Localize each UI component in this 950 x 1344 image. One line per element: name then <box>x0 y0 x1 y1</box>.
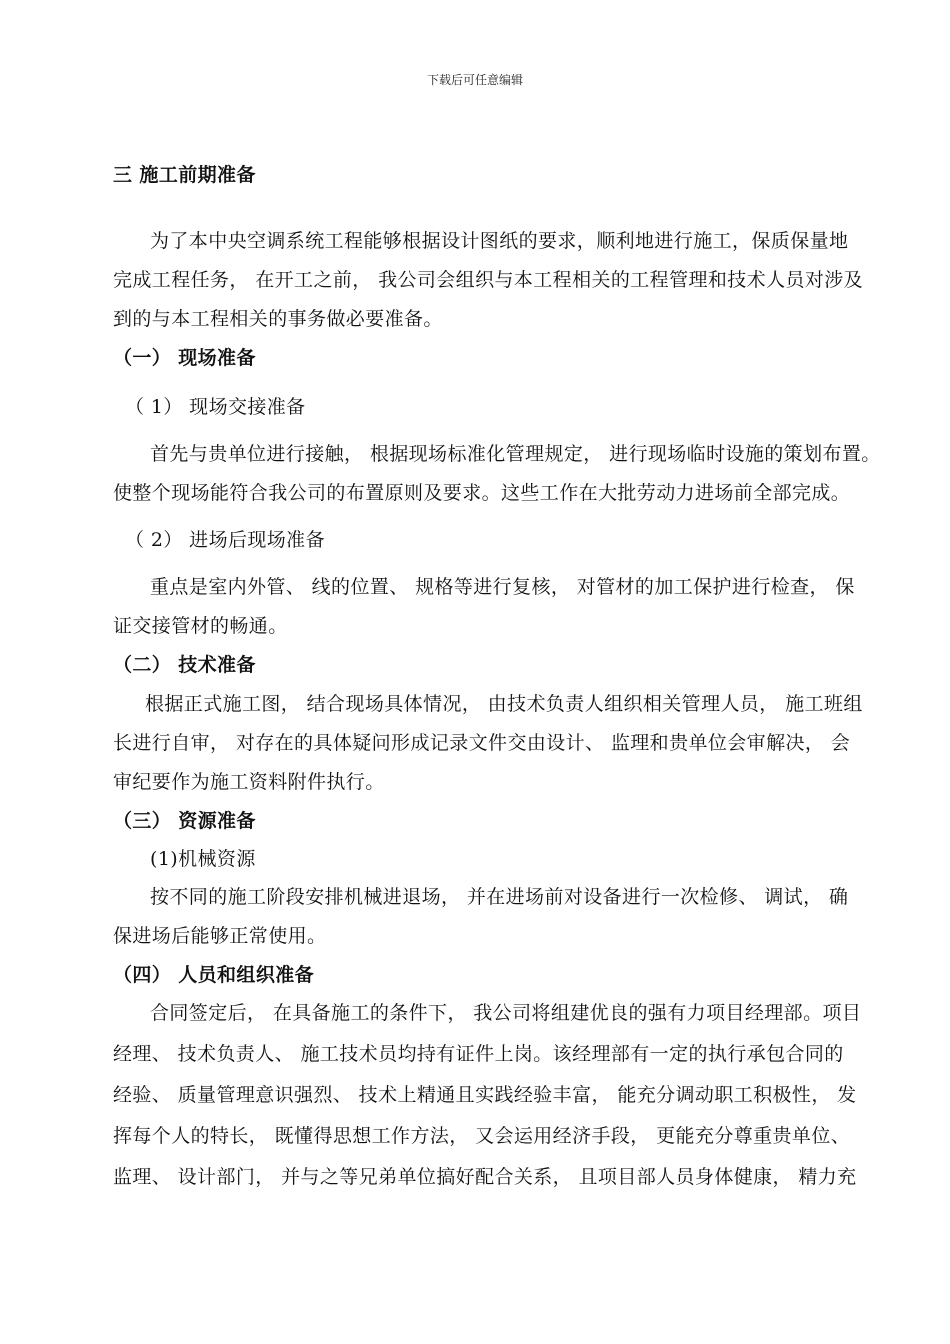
tech-line-3: 审纪要作为施工资料附件执行。 <box>113 771 385 793</box>
personnel-line-2: 经理、 技术负责人、 施工技术员均持有证件上岗。该经理部有一定的执行承包合同的 <box>113 1043 844 1065</box>
section-title: 三 施工前期准备 <box>113 164 256 186</box>
page-header: 下载后可任意编辑 <box>426 73 523 87</box>
machinery-line-2: 保进场后能够正常使用。 <box>113 925 327 947</box>
heading-personnel-prep: （四） 人员和组织准备 <box>113 964 315 986</box>
heading-site-prep: （一） 现场准备 <box>113 347 256 369</box>
subheading-machinery: (1)机械资源 <box>150 848 256 870</box>
subheading-post-entry-prep: （ 2） 进场后现场准备 <box>125 529 325 551</box>
intro-line-2: 完成工程任务， 在开工之前， 我公司会组织与本工程相关的工程管理和技术人员对涉及 <box>113 269 864 291</box>
post-entry-line-2: 证交接管材的畅通。 <box>113 615 288 637</box>
heading-resource-prep: （三） 资源准备 <box>113 810 256 832</box>
handover-line-2: 使整个现场能符合我公司的布置原则及要求。这些工作在大批劳动力进场前全部完成。 <box>113 482 851 504</box>
handover-line-1: 首先与贵单位进行接触， 根据现场标准化管理规定， 进行现场临时设施的策划布置。 <box>150 443 881 465</box>
machinery-line-1: 按不同的施工阶段安排机械进退场， 并在进场前对设备进行一次检修、 调试， 确 <box>150 886 849 908</box>
personnel-line-4: 挥每个人的特长， 既懂得思想工作方法， 又会运用经济手段， 更能充分尊重贵单位、 <box>113 1125 851 1147</box>
intro-line-1: 为了本中央空调系统工程能够根据设计图纸的要求，顺利地进行施工，保质保量地 <box>150 230 849 252</box>
heading-tech-prep: （二） 技术准备 <box>113 654 256 676</box>
personnel-line-1: 合同签定后， 在具备施工的条件下， 我公司将组建优良的强有力项目经理部。项目 <box>150 1002 862 1024</box>
subheading-handover-prep: （ 1） 现场交接准备 <box>125 396 306 418</box>
personnel-line-3: 经验、 质量管理意识强烈、 技术上精通且实践经验丰富， 能充分调动职工积极性， 发 <box>113 1084 857 1106</box>
intro-line-3: 到的与本工程相关的事务做必要准备。 <box>113 308 443 330</box>
personnel-line-5: 监理、 设计部门， 并与之等兄弟单位搞好配合关系， 且项目部人员身体健康， 精力充 <box>113 1166 857 1188</box>
post-entry-line-1: 重点是室内外管、 线的位置、 规格等进行复核， 对管材的加工保护进行检查， 保 <box>150 576 855 598</box>
tech-line-2: 长进行自审， 对存在的具体疑问形成记录文件交由设计、 监理和贵单位会审解决， 会 <box>113 732 851 754</box>
tech-line-1: 根据正式施工图， 结合现场具体情况， 由技术负责人组织相关管理人员， 施工班组 <box>145 693 863 715</box>
